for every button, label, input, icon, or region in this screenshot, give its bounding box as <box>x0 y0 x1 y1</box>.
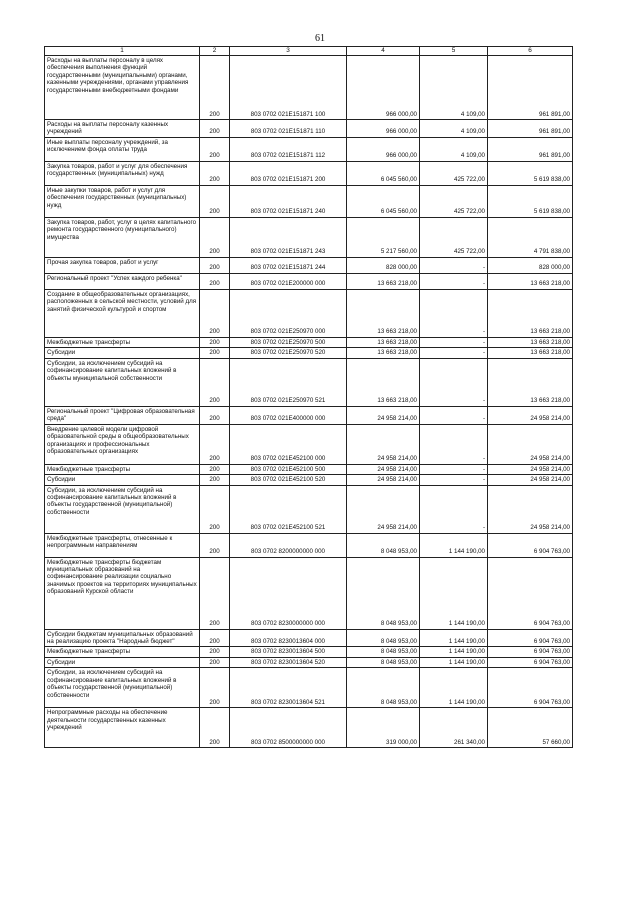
row-value-4: 5 217 560,00 <box>347 217 420 257</box>
budget-table <box>44 46 573 748</box>
row-code: 803 0702 021E452100 000 <box>230 424 347 464</box>
row-value-5: 1 144 190,00 <box>420 533 488 557</box>
row-value-4: 8 048 953,00 <box>347 533 420 557</box>
row-value-4: 8 048 953,00 <box>347 647 420 657</box>
row-col2: 200 <box>200 557 230 629</box>
row-code: 803 0702 021E400000 000 <box>230 406 347 424</box>
table-header-row <box>45 47 573 56</box>
row-value-5: 1 144 190,00 <box>420 668 488 708</box>
table-row <box>45 475 573 485</box>
table-row <box>45 56 573 120</box>
row-col2: 200 <box>200 185 230 217</box>
column-header: 6 <box>488 47 573 56</box>
row-code: 803 0702 021E452100 520 <box>230 475 347 485</box>
row-value-6: 24 958 214,00 <box>488 406 573 424</box>
row-value-5: - <box>420 337 488 347</box>
row-name: Региональный проект "Успех каждого ребенка" <box>45 273 200 289</box>
row-value-6: 13 663 218,00 <box>488 358 573 406</box>
row-value-5: - <box>420 273 488 289</box>
row-col2: 200 <box>200 273 230 289</box>
row-value-4: 24 958 214,00 <box>347 464 420 474</box>
row-col2: 200 <box>200 161 230 185</box>
row-value-4: 8 048 953,00 <box>347 557 420 629</box>
row-code: 803 0702 021E452100 500 <box>230 464 347 474</box>
column-header: 2 <box>200 47 230 56</box>
row-value-4: 966 000,00 <box>347 56 420 120</box>
row-value-5: - <box>420 475 488 485</box>
row-value-5: 4 109,00 <box>420 120 488 138</box>
row-value-4: 24 958 214,00 <box>347 406 420 424</box>
row-name: Иные закупки товаров, работ и услуг для обеспечения государственных (муниципальных) нужд <box>45 185 200 217</box>
row-value-4: 319 000,00 <box>347 708 420 748</box>
table-row <box>45 533 573 557</box>
row-col2: 200 <box>200 424 230 464</box>
table-row <box>45 337 573 347</box>
row-value-4: 24 958 214,00 <box>347 475 420 485</box>
row-code: 803 0702 021E250970 500 <box>230 337 347 347</box>
row-value-6: 961 891,00 <box>488 137 573 161</box>
row-value-6: 57 660,00 <box>488 708 573 748</box>
row-value-4: 6 045 560,00 <box>347 185 420 217</box>
row-name: Непрограммные расходы на обеспечение деятельности государственных казенных учреждений <box>45 708 200 748</box>
column-header: 3 <box>230 47 347 56</box>
row-value-6: 961 891,00 <box>488 56 573 120</box>
row-col2: 200 <box>200 647 230 657</box>
row-name: Расходы на выплаты персоналу казенных учреждений <box>45 120 200 138</box>
row-value-6: 6 904 763,00 <box>488 657 573 667</box>
table-row <box>45 358 573 406</box>
row-name: Субсидии, за исключением субсидий на софинансирование капитальных вложений в объекты государственной (муниципальной) собственности <box>45 485 200 533</box>
row-value-4: 13 663 218,00 <box>347 337 420 347</box>
row-code: 803 0702 8230013604 500 <box>230 647 347 657</box>
row-code: 803 0702 8500000000 000 <box>230 708 347 748</box>
row-name: Прочая закупка товаров, работ и услуг <box>45 257 200 273</box>
row-code: 803 0702 8230013604 521 <box>230 668 347 708</box>
row-value-4: 24 958 214,00 <box>347 424 420 464</box>
row-name: Межбюджетные трансферты бюджетам муниципальных образований на софинансирование реализации социально значимых проектов на территориях муниципальных образований Курской области <box>45 557 200 629</box>
row-code: 803 0702 021E151871 240 <box>230 185 347 217</box>
row-col2: 200 <box>200 348 230 358</box>
table-row <box>45 273 573 289</box>
row-name: Создание в общеобразовательных организациях, расположенных в сельской местности, условий для занятий физической культурой и спортом <box>45 289 200 337</box>
row-col2: 200 <box>200 217 230 257</box>
row-value-5: 4 109,00 <box>420 137 488 161</box>
row-col2: 200 <box>200 257 230 273</box>
row-name: Субсидии, за исключением субсидий на софинансирование капитальных вложений в объекты государственной (муниципальной) собственности <box>45 668 200 708</box>
row-name: Межбюджетные трансферты <box>45 464 200 474</box>
row-value-6: 24 958 214,00 <box>488 464 573 474</box>
row-value-5: - <box>420 464 488 474</box>
table-row <box>45 708 573 748</box>
row-name: Межбюджетные трансферты, отнесенные к непрограммным направлениям <box>45 533 200 557</box>
row-value-5: - <box>420 289 488 337</box>
table-row <box>45 120 573 138</box>
row-value-6: 6 904 763,00 <box>488 533 573 557</box>
row-value-4: 8 048 953,00 <box>347 668 420 708</box>
row-name: Субсидии <box>45 348 200 358</box>
row-value-6: 6 904 763,00 <box>488 647 573 657</box>
table-row <box>45 668 573 708</box>
row-col2: 200 <box>200 708 230 748</box>
row-value-6: 13 663 218,00 <box>488 289 573 337</box>
row-name: Субсидии бюджетам муниципальных образований на реализацию проекта "Народный бюджет" <box>45 629 200 647</box>
row-value-4: 13 663 218,00 <box>347 358 420 406</box>
row-value-6: 5 619 838,00 <box>488 185 573 217</box>
table-row <box>45 257 573 273</box>
table-row <box>45 657 573 667</box>
table-row <box>45 185 573 217</box>
table-row <box>45 217 573 257</box>
table-row <box>45 629 573 647</box>
column-header: 4 <box>347 47 420 56</box>
row-value-5: 261 340,00 <box>420 708 488 748</box>
row-value-6: 6 904 763,00 <box>488 629 573 647</box>
row-value-4: 966 000,00 <box>347 120 420 138</box>
row-value-5: 425 722,00 <box>420 185 488 217</box>
row-value-4: 828 000,00 <box>347 257 420 273</box>
row-col2: 200 <box>200 668 230 708</box>
row-col2: 200 <box>200 485 230 533</box>
row-code: 803 0702 8230013604 000 <box>230 629 347 647</box>
row-value-6: 13 663 218,00 <box>488 273 573 289</box>
row-value-5: 1 144 190,00 <box>420 657 488 667</box>
row-col2: 200 <box>200 406 230 424</box>
column-header: 1 <box>45 47 200 56</box>
row-value-5: - <box>420 485 488 533</box>
row-value-5: - <box>420 348 488 358</box>
row-value-6: 24 958 214,00 <box>488 424 573 464</box>
table-row <box>45 485 573 533</box>
row-value-6: 961 891,00 <box>488 120 573 138</box>
row-code: 803 0702 021E200000 000 <box>230 273 347 289</box>
row-code: 803 0702 021E151871 244 <box>230 257 347 273</box>
row-col2: 200 <box>200 533 230 557</box>
row-value-5: 1 144 190,00 <box>420 647 488 657</box>
table-row <box>45 406 573 424</box>
row-name: Субсидии <box>45 475 200 485</box>
row-name: Иные выплаты персоналу учреждений, за исключением фонда оплаты труда <box>45 137 200 161</box>
row-value-5: 1 144 190,00 <box>420 629 488 647</box>
table-row <box>45 557 573 629</box>
row-value-4: 6 045 560,00 <box>347 161 420 185</box>
row-value-6: 24 958 214,00 <box>488 475 573 485</box>
table-row <box>45 348 573 358</box>
row-value-4: 8 048 953,00 <box>347 629 420 647</box>
row-value-6: 5 619 838,00 <box>488 161 573 185</box>
row-value-6: 24 958 214,00 <box>488 485 573 533</box>
row-col2: 200 <box>200 120 230 138</box>
row-col2: 200 <box>200 289 230 337</box>
row-col2: 200 <box>200 657 230 667</box>
row-value-6: 6 904 763,00 <box>488 668 573 708</box>
table-row <box>45 137 573 161</box>
row-value-5: 1 144 190,00 <box>420 557 488 629</box>
row-name: Региональный проект "Цифровая образовательная среда" <box>45 406 200 424</box>
row-value-4: 13 663 218,00 <box>347 348 420 358</box>
row-value-5: - <box>420 424 488 464</box>
row-name: Субсидии, за исключением субсидий на софинансирование капитальных вложений в объекты муниципальной собственности <box>45 358 200 406</box>
table-row <box>45 647 573 657</box>
row-col2: 200 <box>200 56 230 120</box>
row-code: 803 0702 8230000000 000 <box>230 557 347 629</box>
table-row <box>45 289 573 337</box>
row-name: Расходы на выплаты персоналу в целях обеспечения выполнения функций государственными (муниципальными) органами, казенными учреждениями, органами управления государственными внебюджетными фондами <box>45 56 200 120</box>
row-value-6: 4 791 838,00 <box>488 217 573 257</box>
row-col2: 200 <box>200 137 230 161</box>
row-col2: 200 <box>200 358 230 406</box>
row-value-4: 8 048 953,00 <box>347 657 420 667</box>
row-value-5: - <box>420 358 488 406</box>
row-code: 803 0702 8230013604 520 <box>230 657 347 667</box>
row-code: 803 0702 8200000000 000 <box>230 533 347 557</box>
row-name: Закупка товаров, работ и услуг для обеспечения государственных (муниципальных) нужд <box>45 161 200 185</box>
row-code: 803 0702 021E151871 243 <box>230 217 347 257</box>
table-row <box>45 161 573 185</box>
row-name: Закупка товаров, работ, услуг в целях капитального ремонта государственного (муниципального) имущества <box>45 217 200 257</box>
row-col2: 200 <box>200 475 230 485</box>
row-value-5: - <box>420 257 488 273</box>
row-value-4: 966 000,00 <box>347 137 420 161</box>
row-name: Межбюджетные трансферты <box>45 337 200 347</box>
row-code: 803 0702 021E151871 200 <box>230 161 347 185</box>
row-col2: 200 <box>200 337 230 347</box>
column-header: 5 <box>420 47 488 56</box>
row-value-5: 425 722,00 <box>420 217 488 257</box>
row-col2: 200 <box>200 629 230 647</box>
table-row <box>45 424 573 464</box>
page-number: 61 <box>315 33 325 44</box>
row-value-6: 13 663 218,00 <box>488 348 573 358</box>
row-value-4: 24 958 214,00 <box>347 485 420 533</box>
row-value-6: 6 904 763,00 <box>488 557 573 629</box>
row-name: Субсидии <box>45 657 200 667</box>
row-code: 803 0702 021E151871 112 <box>230 137 347 161</box>
row-value-5: 425 722,00 <box>420 161 488 185</box>
table-row <box>45 464 573 474</box>
row-code: 803 0702 021E151871 110 <box>230 120 347 138</box>
row-value-6: 828 000,00 <box>488 257 573 273</box>
row-code: 803 0702 021E151871 100 <box>230 56 347 120</box>
row-value-5: - <box>420 406 488 424</box>
row-col2: 200 <box>200 464 230 474</box>
row-name: Межбюджетные трансферты <box>45 647 200 657</box>
row-value-5: 4 109,00 <box>420 56 488 120</box>
row-code: 803 0702 021E250970 521 <box>230 358 347 406</box>
row-code: 803 0702 021E250970 520 <box>230 348 347 358</box>
row-code: 803 0702 021E452100 521 <box>230 485 347 533</box>
row-value-4: 13 663 218,00 <box>347 289 420 337</box>
row-name: Внедрение целевой модели цифровой образовательной среды в общеобразовательных организациях и профессиональных образовательных организациях <box>45 424 200 464</box>
row-value-6: 13 663 218,00 <box>488 337 573 347</box>
row-code: 803 0702 021E250970 000 <box>230 289 347 337</box>
row-value-4: 13 663 218,00 <box>347 273 420 289</box>
